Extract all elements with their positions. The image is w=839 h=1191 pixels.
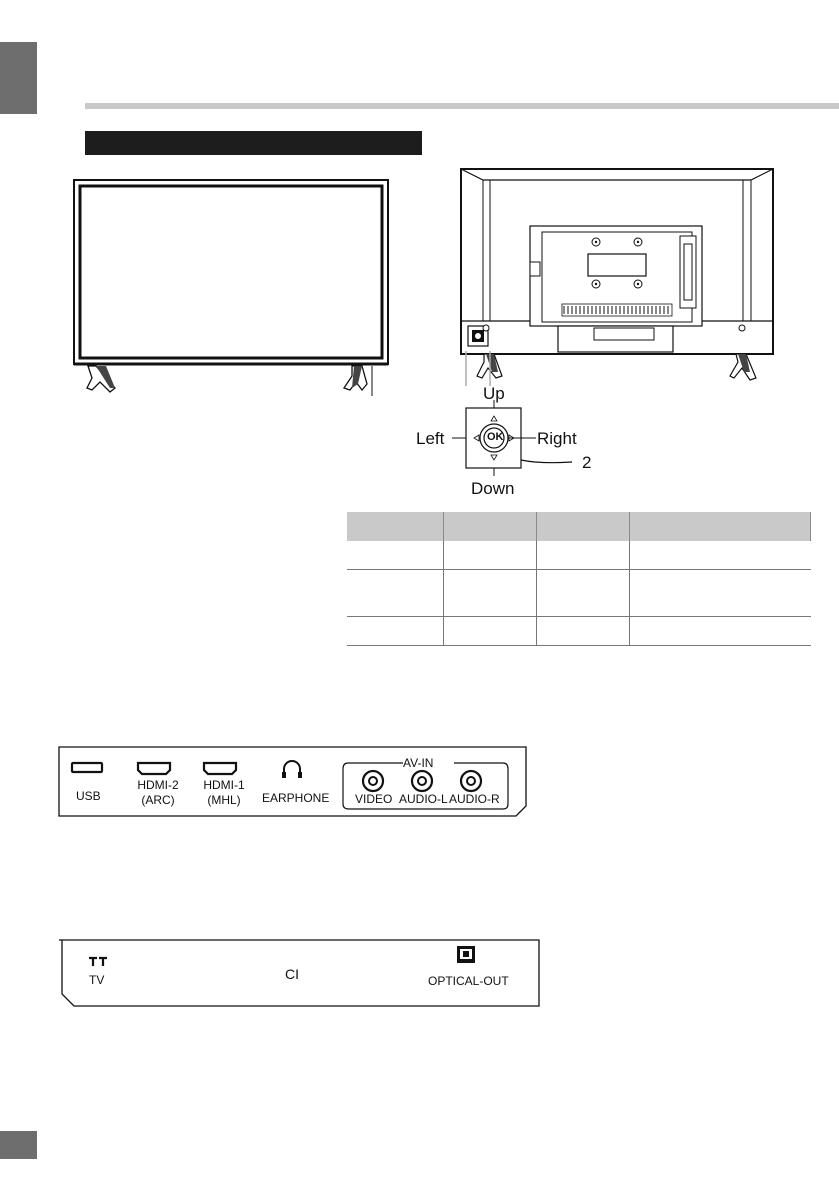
ci-slot-label: CI <box>285 966 299 982</box>
tv-antenna-label: TV <box>89 973 105 987</box>
page-number-tab <box>0 1131 37 1159</box>
section-heading-bar <box>85 131 422 155</box>
hdmi-port-icon <box>138 763 170 774</box>
optical-out-label: OPTICAL-OUT <box>428 974 509 988</box>
hdmi1-port-sublabel: (MHL) <box>207 793 241 807</box>
button-function-table <box>347 512 811 646</box>
hdmi2-port-sublabel: (ARC) <box>141 793 175 807</box>
audio-l-port-label: AUDIO-L <box>399 792 448 806</box>
earphone-port-label: EARPHONE <box>262 791 330 805</box>
table-row <box>347 541 811 570</box>
ok-button-label: OK <box>487 431 504 443</box>
av-in-group-label: AV-IN <box>403 756 434 770</box>
joystick-down-label: Down <box>471 479 515 498</box>
joystick-right-label: Right <box>537 429 577 448</box>
joystick-left-label: Left <box>416 429 445 448</box>
joystick-up-label: Up <box>483 384 505 403</box>
table-row <box>347 617 811 646</box>
side-tab-marker <box>0 42 37 114</box>
hdmi1-port-label: HDMI-1 <box>203 778 245 792</box>
hdmi-port-icon <box>204 763 236 774</box>
table-header-cell <box>347 512 444 541</box>
callout-number: 2 <box>582 453 592 472</box>
hdmi2-port-label: HDMI-2 <box>137 778 179 792</box>
tv-front-illustration <box>70 176 400 398</box>
side-connector-panel <box>58 746 528 820</box>
usb-port-icon <box>72 763 102 772</box>
usb-port-label: USB <box>76 789 101 803</box>
header-rule <box>85 103 839 109</box>
table-header-cell <box>444 512 537 541</box>
video-port-label: VIDEO <box>355 792 393 806</box>
audio-r-port-label: AUDIO-R <box>449 792 500 806</box>
table-header-cell <box>630 512 811 541</box>
table-row <box>347 570 811 617</box>
tv-rear-illustration <box>458 166 778 386</box>
table-header-cell <box>537 512 630 541</box>
